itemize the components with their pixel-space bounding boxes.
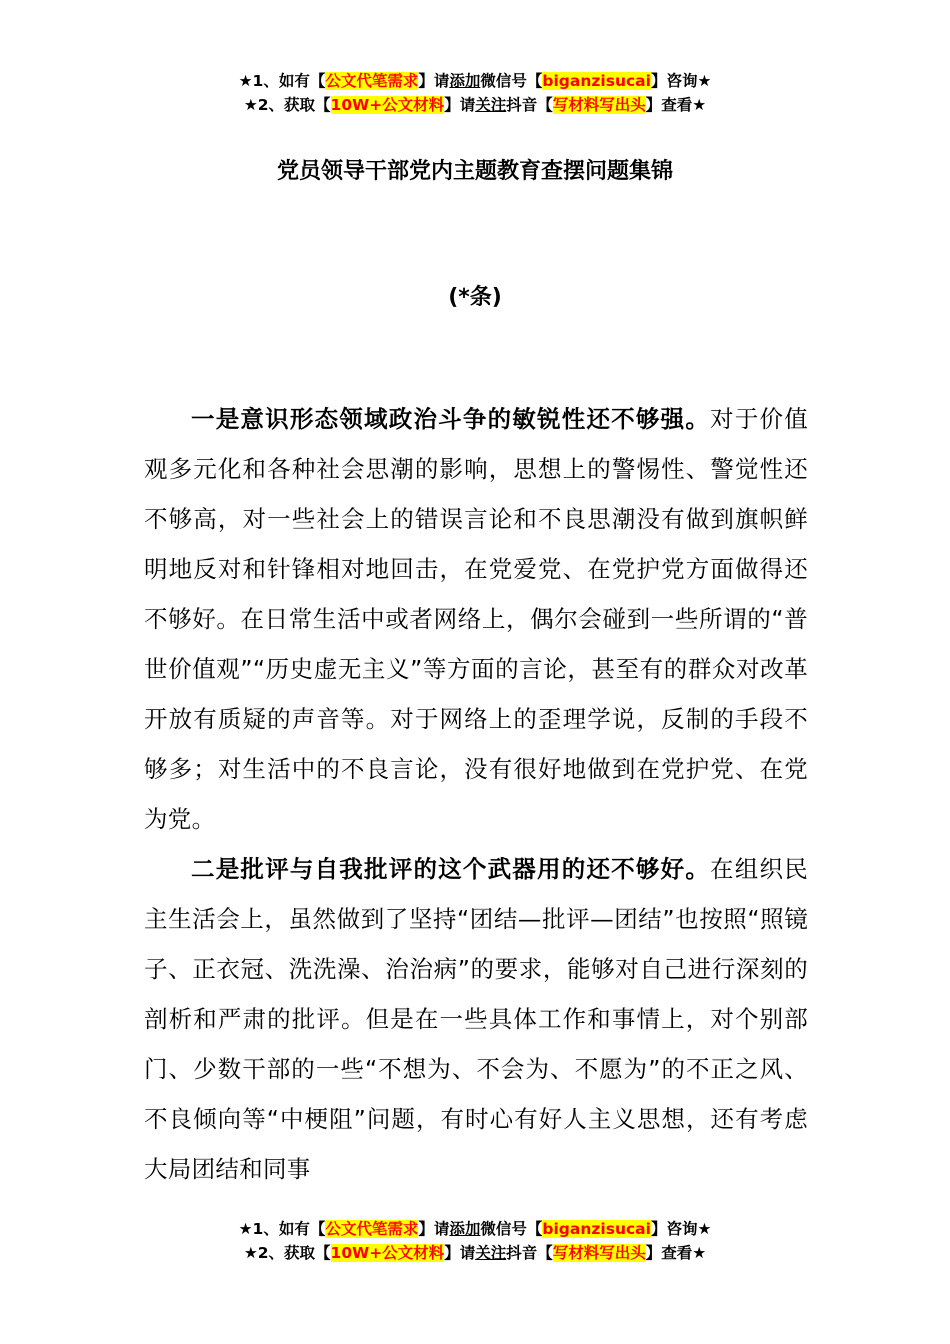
document-body xyxy=(144,394,808,1194)
paragraph-1-lead: 一是意识形态领域政治斗争的敏锐性还不够强。 xyxy=(191,405,711,433)
banner-line-2-mid: 】请 xyxy=(444,96,476,114)
banner-line-1-suffix: 】咨询★ xyxy=(650,72,712,90)
header-banner xyxy=(0,69,950,117)
banner-line-1-mid: 】请 xyxy=(418,72,450,90)
footer-line-2-suffix: 】查看★ xyxy=(645,1244,707,1262)
document-title: 党员领导干部党内主题教育查摆问题集锦 xyxy=(276,159,673,184)
banner-line-1-prefix: ★1、如有【 xyxy=(238,72,326,90)
paragraph-1-text: 对于价值观多元化和各种社会思潮的影响，思想上的警惕性、警觉性还不够高，对一些社会上的错误言论和不良思潮没有做到旗帜鲜明地反对和针锋相对地回击，在党爱党、在党护党方面做得还不够好。在日常生活中或者网络上，偶尔会碰到一些所谓的“普世价值观”“历史虚无主义”等方面的言论，甚至有的群众对改革开放有质疑的声音等。对于网络上的歪理学说，反制的手段不够多；对生活中的不良言论，没有很好地做到在党护党、在党为党。 xyxy=(144,405,808,833)
banner-line-1-mid-2: 微信号【 xyxy=(480,72,543,90)
banner-line-2-suffix: 】查看★ xyxy=(645,96,707,114)
paragraph-1 xyxy=(144,394,808,844)
footer-line-1-mid: 】请 xyxy=(418,1220,450,1238)
footer-line-1 xyxy=(0,1217,950,1241)
footer-banner xyxy=(0,1217,950,1265)
footer-line-2-mid: 】请 xyxy=(444,1244,476,1262)
paragraph-2-lead: 二是批评与自我批评的这个武器用的还不够好。 xyxy=(191,855,711,883)
footer-line-1-suffix: 】咨询★ xyxy=(650,1220,712,1238)
paragraph-2 xyxy=(144,844,808,1194)
banner-line-1-highlight-service: 公文代笔需求 xyxy=(325,72,419,90)
banner-line-2 xyxy=(0,93,950,117)
footer-line-1-mid-2: 微信号【 xyxy=(480,1220,543,1238)
footer-line-2 xyxy=(0,1241,950,1265)
document-subtitle: (*条) xyxy=(448,285,502,310)
footer-line-1-highlight-service: 公文代笔需求 xyxy=(325,1220,419,1238)
footer-line-2-mid-2: 抖音【 xyxy=(506,1244,553,1262)
footer-line-2-highlight-douyin: 写材料写出头 xyxy=(552,1244,646,1262)
banner-line-2-underlined: 关注 xyxy=(475,96,507,114)
footer-line-2-prefix: ★2、获取【 xyxy=(243,1244,331,1262)
footer-line-2-highlight-materials: 10W+公文材料 xyxy=(330,1244,445,1262)
paragraph-2-text: 在组织民主生活会上，虽然做到了坚持“团结—批评—团结”也按照“照镜子、正衣冠、洗洗澡、治治病”的要求，能够对自己进行深刻的剖析和严肃的批评。但是在一些具体工作和事情上，对个别部门、少数干部的一些“不想为、不会为、不愿为”的不正之风、不良倾向等“中梗阻”问题，有时心有好人主义思想，还有考虑大局团结和同事 xyxy=(144,855,808,1183)
footer-line-1-highlight-wechat: biganzisucai xyxy=(542,1220,651,1238)
banner-line-2-prefix: ★2、获取【 xyxy=(243,96,331,114)
footer-line-1-prefix: ★1、如有【 xyxy=(238,1220,326,1238)
banner-line-2-mid-2: 抖音【 xyxy=(506,96,553,114)
banner-line-2-highlight-materials: 10W+公文材料 xyxy=(330,96,445,114)
banner-line-2-highlight-douyin: 写材料写出头 xyxy=(552,96,646,114)
banner-line-1 xyxy=(0,69,950,93)
banner-line-1-highlight-wechat: biganzisucai xyxy=(542,72,651,90)
footer-line-1-underlined: 添加 xyxy=(449,1220,481,1238)
banner-line-1-underlined: 添加 xyxy=(449,72,481,90)
footer-line-2-underlined: 关注 xyxy=(475,1244,507,1262)
